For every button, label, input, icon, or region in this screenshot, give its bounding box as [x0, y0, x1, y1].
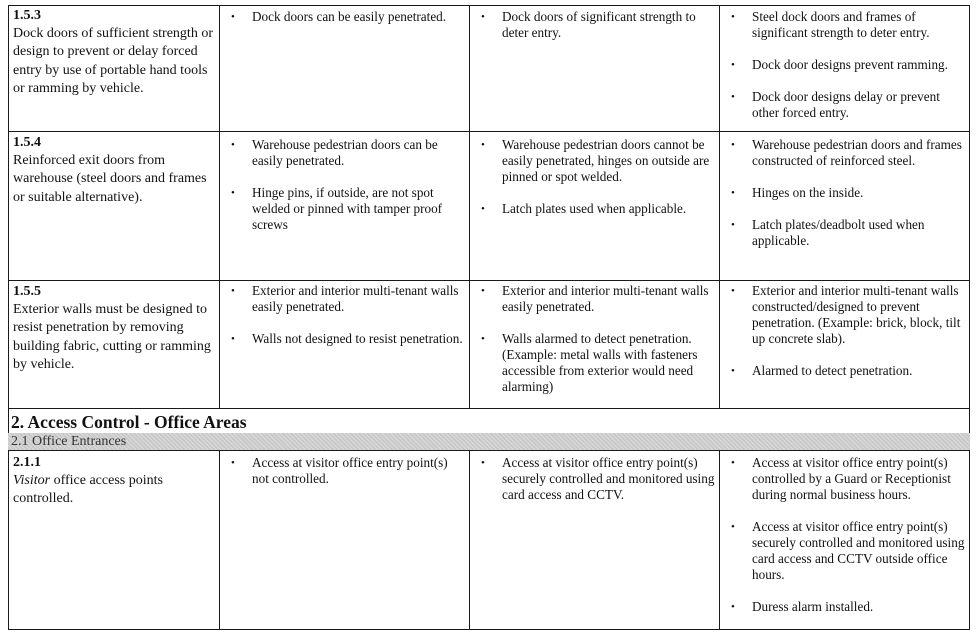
list-item: • Warehouse pedestrian doors can be easily penetrated.	[231, 137, 438, 168]
table-rule	[469, 5, 470, 409]
level-cell	[477, 283, 715, 411]
list-item: • Exterior and interior multi-tenant walls easily penetrated.	[231, 283, 459, 314]
list-item: • Steel dock doors and frames of significant strength to deter entry.	[731, 9, 930, 40]
criterion-number: 1.5.3	[13, 8, 41, 23]
table-rule	[219, 5, 220, 409]
bullet-icon: •	[231, 11, 235, 23]
bullet-icon: •	[731, 521, 735, 533]
criterion-number: 1.5.5	[13, 284, 41, 299]
bullet-icon: •	[731, 59, 735, 71]
criterion-cell	[13, 283, 213, 374]
list-item: • Dock door designs delay or prevent other forced entry.	[731, 89, 940, 120]
criterion-description: Exterior walls must be designed to resist penetration by removing building fabric, cutting or ramming by vehicle.	[13, 302, 211, 372]
table-rule	[219, 450, 220, 630]
section-heading: 2. Access Control - Office Areas	[11, 412, 247, 432]
bullet-icon: •	[231, 285, 235, 297]
level-cell	[477, 455, 715, 519]
bullet-icon: •	[481, 285, 485, 297]
criterion-number: 2.1.1	[13, 455, 41, 470]
bullet-icon: •	[731, 139, 735, 151]
table-rule	[969, 5, 970, 630]
list-item: • Walls not designed to resist penetration.	[231, 331, 463, 346]
table-rule	[469, 450, 470, 630]
table-rule	[719, 450, 720, 630]
table-rule	[8, 280, 970, 281]
bullet-icon: •	[731, 457, 735, 469]
subsection-heading: 2.1 Office Entrances	[11, 434, 127, 449]
criterion-description: Reinforced exit doors from warehouse (steel doors and frames or suitable alternative).	[13, 153, 207, 205]
list-item: • Duress alarm installed.	[731, 599, 874, 614]
bullet-icon: •	[731, 91, 735, 103]
table-rule	[719, 5, 720, 409]
criterion-description: Dock doors of sufficient strength or design to prevent or delay forced entry by use of portable hand tools or ramming by vehicle.	[13, 26, 213, 96]
table-rule	[8, 5, 970, 6]
list-item: • Exterior and interior multi-tenant walls constructed/designed to prevent penetration. (Example: brick, block, tilt up concrete slab).	[731, 283, 961, 346]
bullet-icon: •	[731, 365, 735, 377]
bullet-icon: •	[231, 457, 235, 469]
criterion-cell	[13, 7, 213, 98]
list-item: • Exterior and interior multi-tenant walls easily penetrated.	[481, 283, 709, 314]
level-cell	[477, 137, 715, 233]
list-item: • Hinges on the inside.	[731, 185, 864, 200]
bullet-icon: •	[731, 219, 735, 231]
criterion-cell	[13, 454, 213, 509]
list-item: • Access at visitor office entry point(s) not controlled.	[231, 455, 448, 486]
level-cell	[477, 9, 715, 57]
level-cell	[727, 137, 965, 265]
list-item: • Walls alarmed to detect penetration. (Example: metal walls with fasteners accessible from exterior would need alarming)	[481, 331, 698, 394]
criterion-cell	[13, 134, 213, 207]
criterion-description: Visitor office access points controlled.	[13, 473, 163, 507]
level-cell	[727, 455, 965, 631]
bullet-icon: •	[731, 11, 735, 23]
list-item: • Access at visitor office entry point(s) securely controlled and monitored using card access and CCTV outside office hours.	[731, 519, 965, 582]
list-item: • Dock door designs prevent ramming.	[731, 57, 948, 72]
bullet-icon: •	[731, 285, 735, 297]
bullet-icon: •	[481, 333, 485, 345]
table-rule	[8, 450, 970, 451]
bullet-icon: •	[731, 601, 735, 613]
table-rule	[8, 5, 9, 630]
list-item: • Warehouse pedestrian doors cannot be easily penetrated, hinges on outside are pinned or spot welded.	[481, 137, 710, 184]
list-item: • Alarmed to detect penetration.	[731, 363, 913, 378]
level-cell	[227, 283, 465, 363]
list-item: • Access at visitor office entry point(s) controlled by a Guard or Receptionist during normal business hours.	[731, 455, 951, 502]
level-cell	[227, 137, 465, 249]
bullet-icon: •	[731, 187, 735, 199]
list-item: • Dock doors can be easily penetrated.	[231, 9, 447, 24]
list-item: • Warehouse pedestrian doors and frames constructed of reinforced steel.	[731, 137, 962, 168]
level-cell	[227, 9, 465, 41]
subsection-band	[8, 433, 970, 450]
bullet-icon: •	[481, 203, 485, 215]
list-item: • Hinge pins, if outside, are not spot welded or pinned with tamper proof screws	[231, 185, 443, 232]
level-cell	[727, 9, 965, 137]
list-item: • Access at visitor office entry point(s) securely controlled and monitored using card access and CCTV.	[481, 455, 715, 502]
bullet-icon: •	[231, 333, 235, 345]
list-item: • Dock doors of significant strength to deter entry.	[481, 9, 696, 40]
bullet-icon: •	[231, 139, 235, 151]
list-item: • Latch plates/deadbolt used when applicable.	[731, 217, 925, 248]
bullet-icon: •	[481, 11, 485, 23]
level-cell	[227, 455, 465, 503]
criterion-number: 1.5.4	[13, 135, 41, 150]
bullet-icon: •	[481, 457, 485, 469]
level-cell	[727, 283, 965, 395]
list-item: • Latch plates used when applicable.	[481, 201, 687, 216]
bullet-icon: •	[481, 139, 485, 151]
bullet-icon: •	[231, 187, 235, 199]
